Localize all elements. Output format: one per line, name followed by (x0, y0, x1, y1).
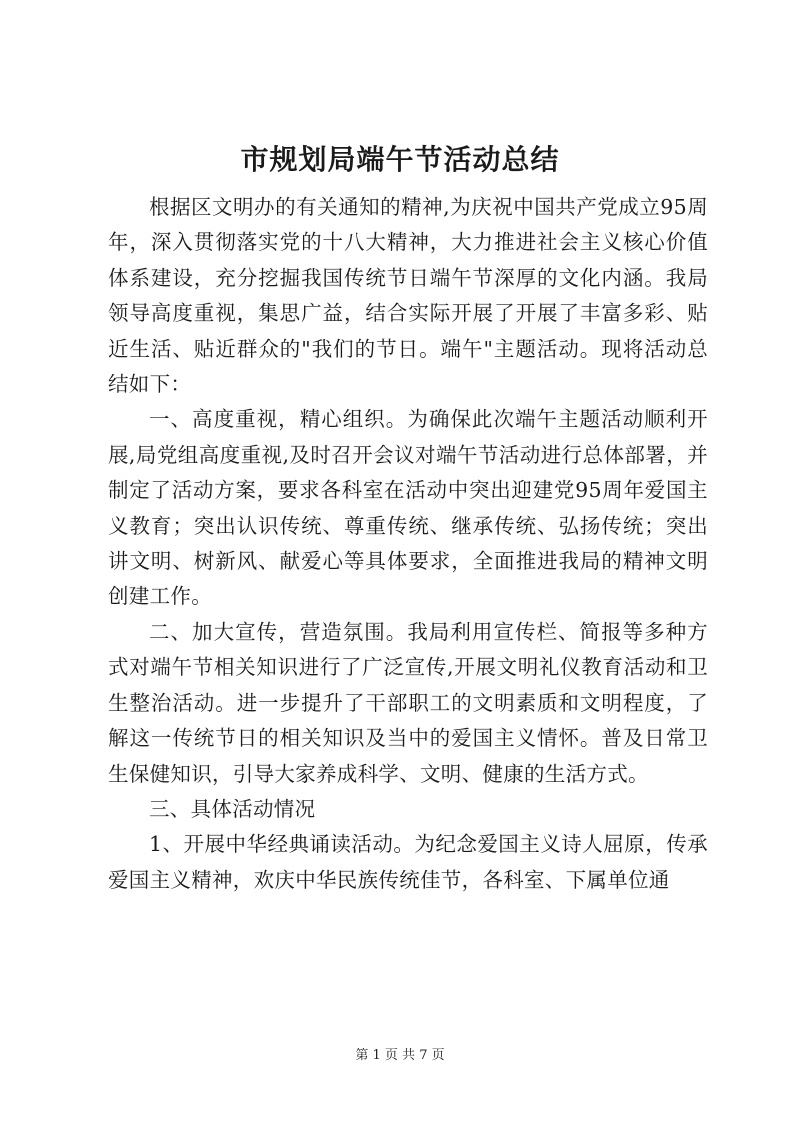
document-body (108, 190, 708, 898)
paragraph-section-1: 一、高度重视，精心组织。为确保此次端午主题活动顺利开展,局党组高度重视,及时召开会议对端午节活动进行总体部署，并制定了活动方案，要求各科室在活动中突出迎建党95周年爱国主义教育；突出认识传统、尊重传统、继承传统、弘扬传统；突出讲文明、树新风、献爱心等具体要求，全面推进我局的精神文明创建工作。 (108, 407, 708, 609)
paragraph-intro: 根据区文明办的有关通知的精神,为庆祝中国共产党成立95周年，深入贯彻落实党的十八大精神，大力推进社会主义核心价值体系建设，充分挖掘我国传统节日端午节深厚的文化内涵。我局领导高度重视，集思广益，结合实际开展了开展了丰富多彩、贴近生活、贴近群众的"我们的节日。端午"主题活动。现将活动总结如下： (108, 195, 708, 397)
document-title: 市规划局端午节活动总结 (240, 143, 560, 176)
page-footer: 第 1 页 共 7 页 (355, 1048, 445, 1063)
paragraph-section-3-heading: 三、具体活动情况 (149, 796, 316, 821)
paragraph-activity-1: 1、开展中华经典诵读活动。为纪念爱国主义诗人屈原，传承爱国主义精神，欢庆中华民族传统佳节，各科室、下属单位通 (108, 832, 708, 892)
paragraph-section-2: 二、加大宣传，营造氛围。我局利用宣传栏、简报等多种方式对端午节相关知识进行了广泛宣传,开展文明礼仪教育活动和卫生整治活动。进一步提升了干部职工的文明素质和文明程度，了解这一传统节日的相关知识及当中的爱国主义情怀。普及日常卫生保健知识，引导大家养成科学、文明、健康的生活方式。 (108, 619, 708, 786)
